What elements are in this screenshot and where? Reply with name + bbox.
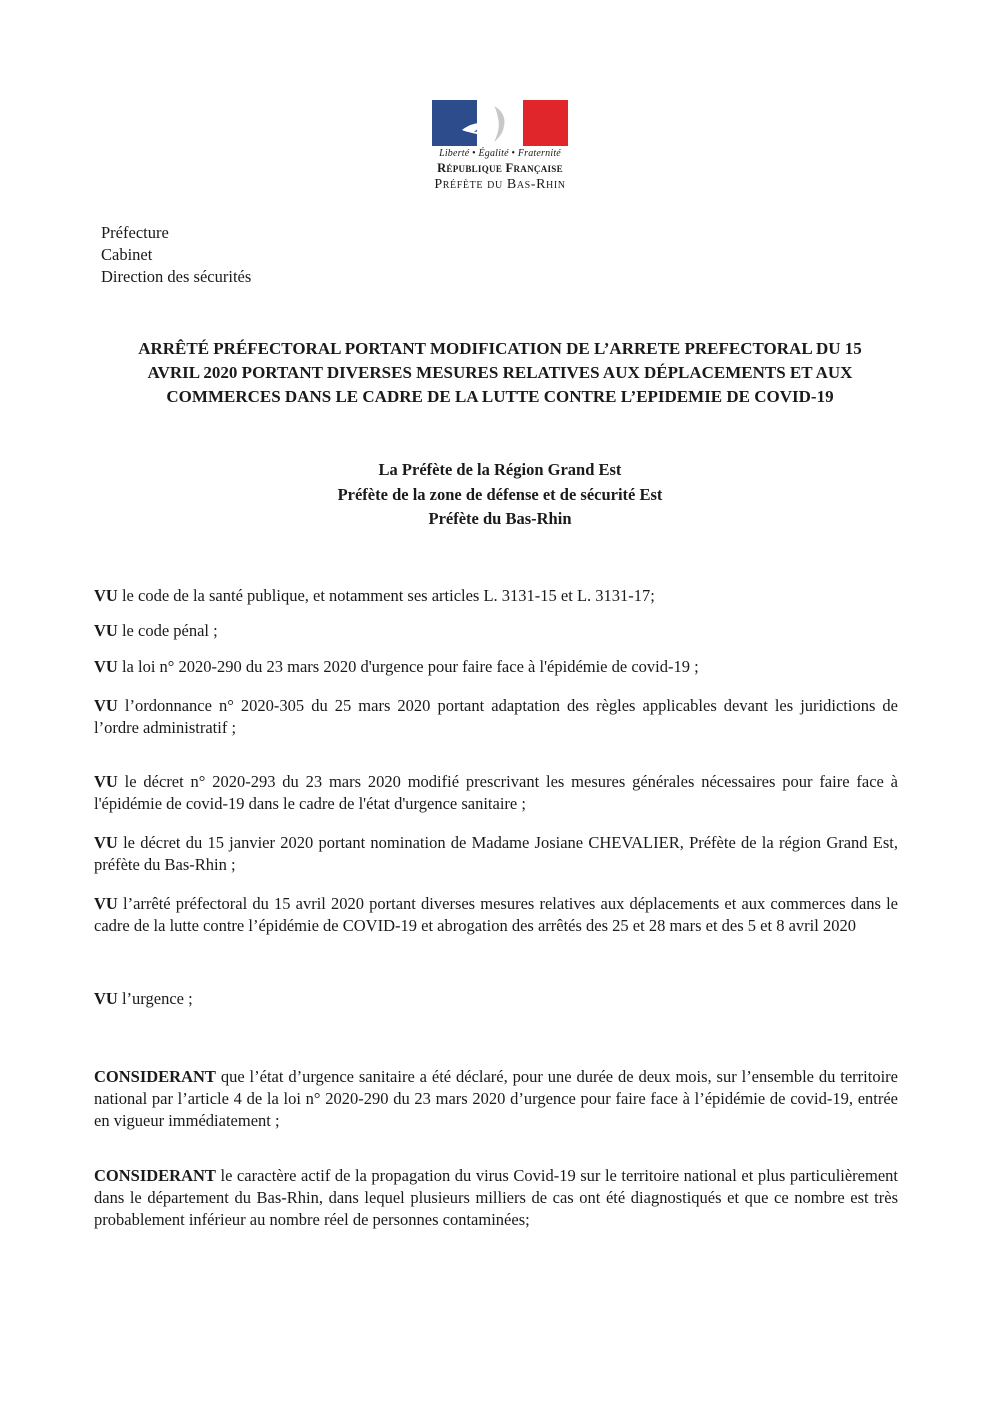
authority-line: Préfète de la zone de défense et de sécurité Est (337, 484, 663, 504)
letterhead (0, 100, 1000, 193)
visa-keyword: VU (94, 586, 118, 605)
republic-name: République Française (437, 161, 563, 175)
visa-paragraph (94, 988, 898, 1010)
service-line: Cabinet (101, 245, 153, 264)
issuing-authority (0, 458, 1000, 532)
authority-line: La Préfète de la Région Grand Est (378, 460, 622, 479)
visa-keyword: VU (94, 657, 118, 676)
authority-line: Préfète du Bas-Rhin (428, 509, 572, 528)
visa-keyword: VU (94, 621, 118, 640)
considerant-paragraph (94, 1066, 898, 1132)
marianne-logo-icon (432, 100, 568, 146)
visa-text: le décret n° 2020-293 du 23 mars 2020 modifié prescrivant les mesures générales nécessaires pour faire face à l'épidémie de covid-19 dans le cadre de l'état d'urgence sanitaire ; (94, 772, 898, 813)
visa-text: l’arrêté préfectoral du 15 avril 2020 portant diverses mesures relatives aux déplacements et aux commerces dans le cadre de la lutte contre l’épidémie de COVID-19 et abrogation des arrêtés des 25 et 28 mars et des 5 et 8 avril 2020 (94, 894, 898, 935)
visa-text: le code pénal ; (117, 621, 218, 640)
visa-text: le code de la santé publique, et notamment ses articles L. 3131-15 et L. 3131-17; (117, 586, 655, 605)
visa-text: l’ordonnance n° 2020-305 du 25 mars 2020 portant adaptation des règles applicables devant les juridictions de l’ordre administratif ; (94, 696, 898, 737)
title-line: COMMERCES DANS LE CADRE DE LA LUTTE CONTRE L’EPIDEMIE DE COVID-19 (166, 387, 834, 406)
visa-paragraph (94, 893, 898, 937)
considerant-keyword: CONSIDERANT (94, 1067, 216, 1086)
visa-text: la loi n° 2020-290 du 23 mars 2020 d'urgence pour faire face à l'épidémie de covid-19 ; (117, 657, 699, 676)
considerant-paragraph (94, 1165, 898, 1231)
visa-keyword: VU (94, 894, 118, 913)
visa-keyword: VU (94, 772, 118, 791)
title-line: ARRÊTÉ PRÉFECTORAL PORTANT MODIFICATION DE L’ARRETE PREFECTORAL DU 15 (138, 339, 862, 358)
service-line: Préfecture (101, 223, 169, 242)
visa-keyword: VU (94, 696, 118, 715)
considerant-text: le caractère actif de la propagation du virus Covid-19 sur le territoire national et plus particulièrement dans le département du Bas-Rhin, dans lequel plusieurs milliers de cas ont été diagnostiqués et que ce nombre est très probablement inférieur au nombre réel de personnes contaminées; (94, 1166, 898, 1229)
visa-keyword: VU (94, 989, 118, 1008)
visa-paragraph (94, 832, 898, 876)
title-line: AVRIL 2020 PORTANT DIVERSES MESURES RELATIVES AUX DÉPLACEMENTS ET AUX (147, 363, 853, 382)
document-title (95, 337, 905, 409)
service-line: Direction des sécurités (101, 267, 252, 286)
considerant-text: que l’état d’urgence sanitaire a été déclaré, pour une durée de deux mois, sur l’ensemble du territoire national par l’article 4 de la loi n° 2020-290 du 23 mars 2020 d’urgence pour faire face à l’épidémie de covid-19, entrée en vigueur immédiatement ; (94, 1067, 898, 1130)
visa-paragraph (94, 771, 898, 815)
motto: Liberté • Égalité • Fraternité (439, 148, 561, 159)
prefecture-name: Préfète du Bas-Rhin (434, 177, 566, 192)
visa-text: le décret du 15 janvier 2020 portant nomination de Madame Josiane CHEVALIER, Préfète de la région Grand Est, préfète du Bas-Rhin ; (94, 833, 898, 874)
visa-text: l’urgence ; (117, 989, 193, 1008)
visa-paragraph (94, 656, 898, 678)
visa-paragraph (94, 620, 898, 642)
visa-keyword: VU (94, 833, 118, 852)
considerant-keyword: CONSIDERANT (94, 1166, 216, 1185)
service-block (101, 222, 251, 288)
visa-paragraph (94, 695, 898, 739)
visa-paragraph (94, 585, 898, 607)
